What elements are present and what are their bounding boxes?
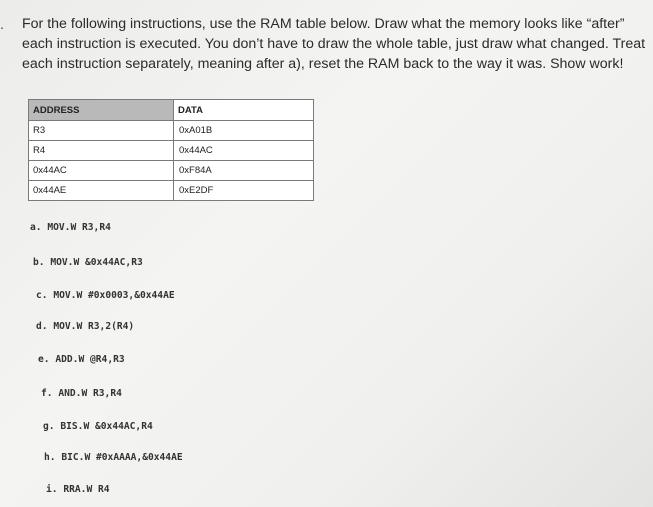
instruction-text: BIS.W &0x44AC,R4 [60, 421, 153, 432]
table-row [29, 121, 314, 141]
ram-table [28, 99, 314, 201]
instruction-d [36, 321, 134, 332]
address-cell: R4 [29, 141, 174, 161]
instruction-label: b. [33, 257, 45, 268]
instruction-text: MOV.W R3,2(R4) [53, 321, 135, 332]
instruction-label: h. [44, 452, 56, 463]
instruction-label: f. [41, 388, 53, 399]
instruction-text: MOV.W #0x0003,&0x44AE [53, 290, 175, 301]
data-column-header: DATA [174, 100, 314, 121]
instruction-g [43, 421, 153, 432]
table-row [29, 181, 314, 201]
data-cell: 0xF84A [174, 161, 314, 181]
instruction-text: ADD.W @R4,R3 [55, 354, 125, 365]
address-cell: 0x44AE [29, 181, 174, 201]
instruction-b [33, 257, 143, 268]
instruction-label: g. [43, 421, 55, 432]
data-cell: 0xA01B [174, 121, 314, 141]
address-cell: 0x44AC [29, 161, 174, 181]
instruction-h [44, 452, 183, 463]
data-cell: 0x44AC [174, 141, 314, 161]
question-number-marker: . [0, 16, 4, 32]
table-row [29, 141, 314, 161]
instruction-label: e. [38, 354, 50, 365]
instruction-text: MOV.W &0x44AC,R3 [50, 257, 143, 268]
instruction-e [38, 354, 125, 365]
instruction-text: BIC.W #0xAAAA,&0x44AE [61, 452, 183, 463]
instruction-i [46, 484, 110, 495]
instruction-label: c. [36, 290, 48, 301]
instruction-text: RRA.W R4 [63, 484, 110, 495]
instruction-c [36, 290, 175, 301]
data-cell: 0xE2DF [174, 181, 314, 201]
instruction-text: MOV.W R3,R4 [47, 222, 111, 233]
instruction-text: AND.W R3,R4 [58, 388, 122, 399]
instruction-f [41, 388, 122, 399]
instruction-label: a. [30, 222, 42, 233]
address-column-header: ADDRESS [29, 100, 174, 121]
address-cell: R3 [29, 121, 174, 141]
instruction-a [30, 222, 111, 233]
ram-table-header-row [29, 100, 314, 121]
table-row [29, 161, 314, 181]
instruction-label: d. [36, 321, 48, 332]
instruction-label: i. [46, 484, 58, 495]
instructions-paragraph: For the following instructions, use the RAM table below. Draw what the memory looks like “after” each instruction is executed. You don’t have to draw the whole table, just draw what changed. Treat each instruction separately, meaning after a), reset the RAM back to the way it was. Show work! [22, 16, 646, 72]
